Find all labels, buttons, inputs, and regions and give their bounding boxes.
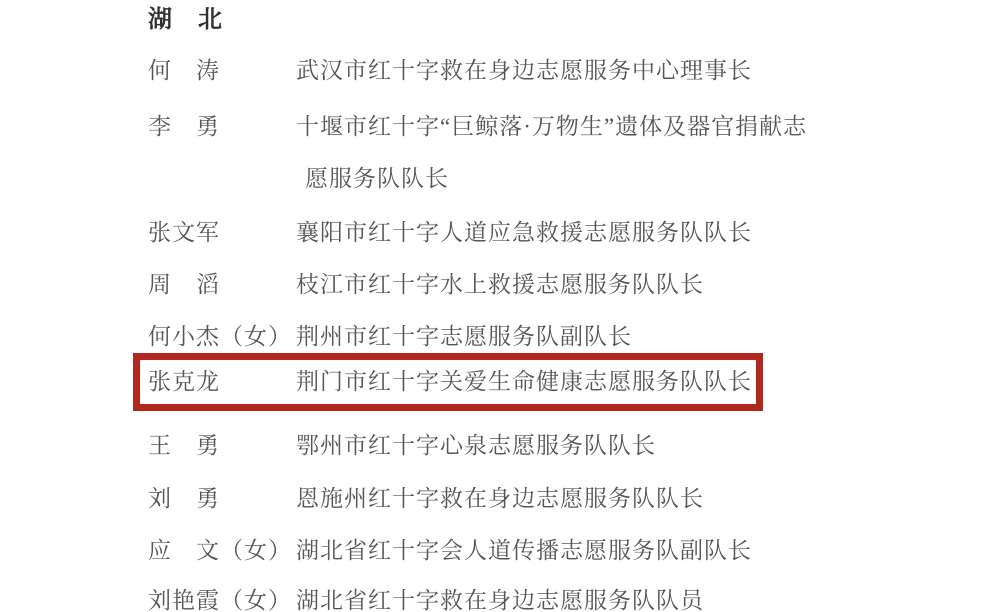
province-section-header: 湖 北	[148, 7, 223, 33]
highlight-box	[133, 353, 763, 411]
list-row	[148, 59, 1000, 83]
person-title: 湖北省红十字救在身边志愿服务队队员	[296, 588, 704, 612]
person-title: 荆门市红十字关爱生命健康志愿服务队队长	[296, 369, 752, 394]
list-row	[148, 167, 1000, 191]
person-name: 王 勇	[148, 433, 220, 458]
list-row	[148, 370, 756, 394]
list-row	[148, 434, 1000, 458]
list-row	[148, 115, 1000, 139]
person-name: 刘艳霞（女）	[148, 588, 292, 612]
person-name: 张克龙	[148, 369, 220, 394]
person-name: 周 滔	[148, 272, 220, 297]
person-name: 刘 勇	[148, 486, 220, 511]
person-name: 何小杰（女）	[148, 324, 292, 349]
person-name: 应 文（女）	[148, 538, 292, 563]
list-row	[148, 589, 1000, 612]
person-title: 愿服务队队长	[305, 166, 449, 191]
honor-roll-list	[148, 59, 1000, 612]
person-title: 湖北省红十字会人道传播志愿服务队副队长	[296, 538, 752, 563]
person-title: 鄂州市红十字心泉志愿服务队队长	[296, 433, 656, 458]
person-title: 恩施州红十字救在身边志愿服务队队长	[296, 486, 704, 511]
person-name: 何 涛	[148, 58, 220, 83]
person-title: 襄阳市红十字人道应急救援志愿服务队队长	[296, 220, 752, 245]
list-row	[148, 325, 1000, 349]
person-title: 武汉市红十字救在身边志愿服务中心理事长	[296, 58, 752, 83]
person-name: 李 勇	[148, 114, 220, 139]
person-title: 荆州市红十字志愿服务队副队长	[296, 324, 632, 349]
list-row	[148, 273, 1000, 297]
person-title: 十堰市红十字“巨鲸落·万物生”遗体及器官捐献志	[296, 114, 808, 139]
list-row	[148, 539, 1000, 563]
list-row	[148, 487, 1000, 511]
list-row	[148, 221, 1000, 245]
person-name: 张文军	[148, 220, 220, 245]
person-title: 枝江市红十字水上救援志愿服务队队长	[296, 272, 704, 297]
